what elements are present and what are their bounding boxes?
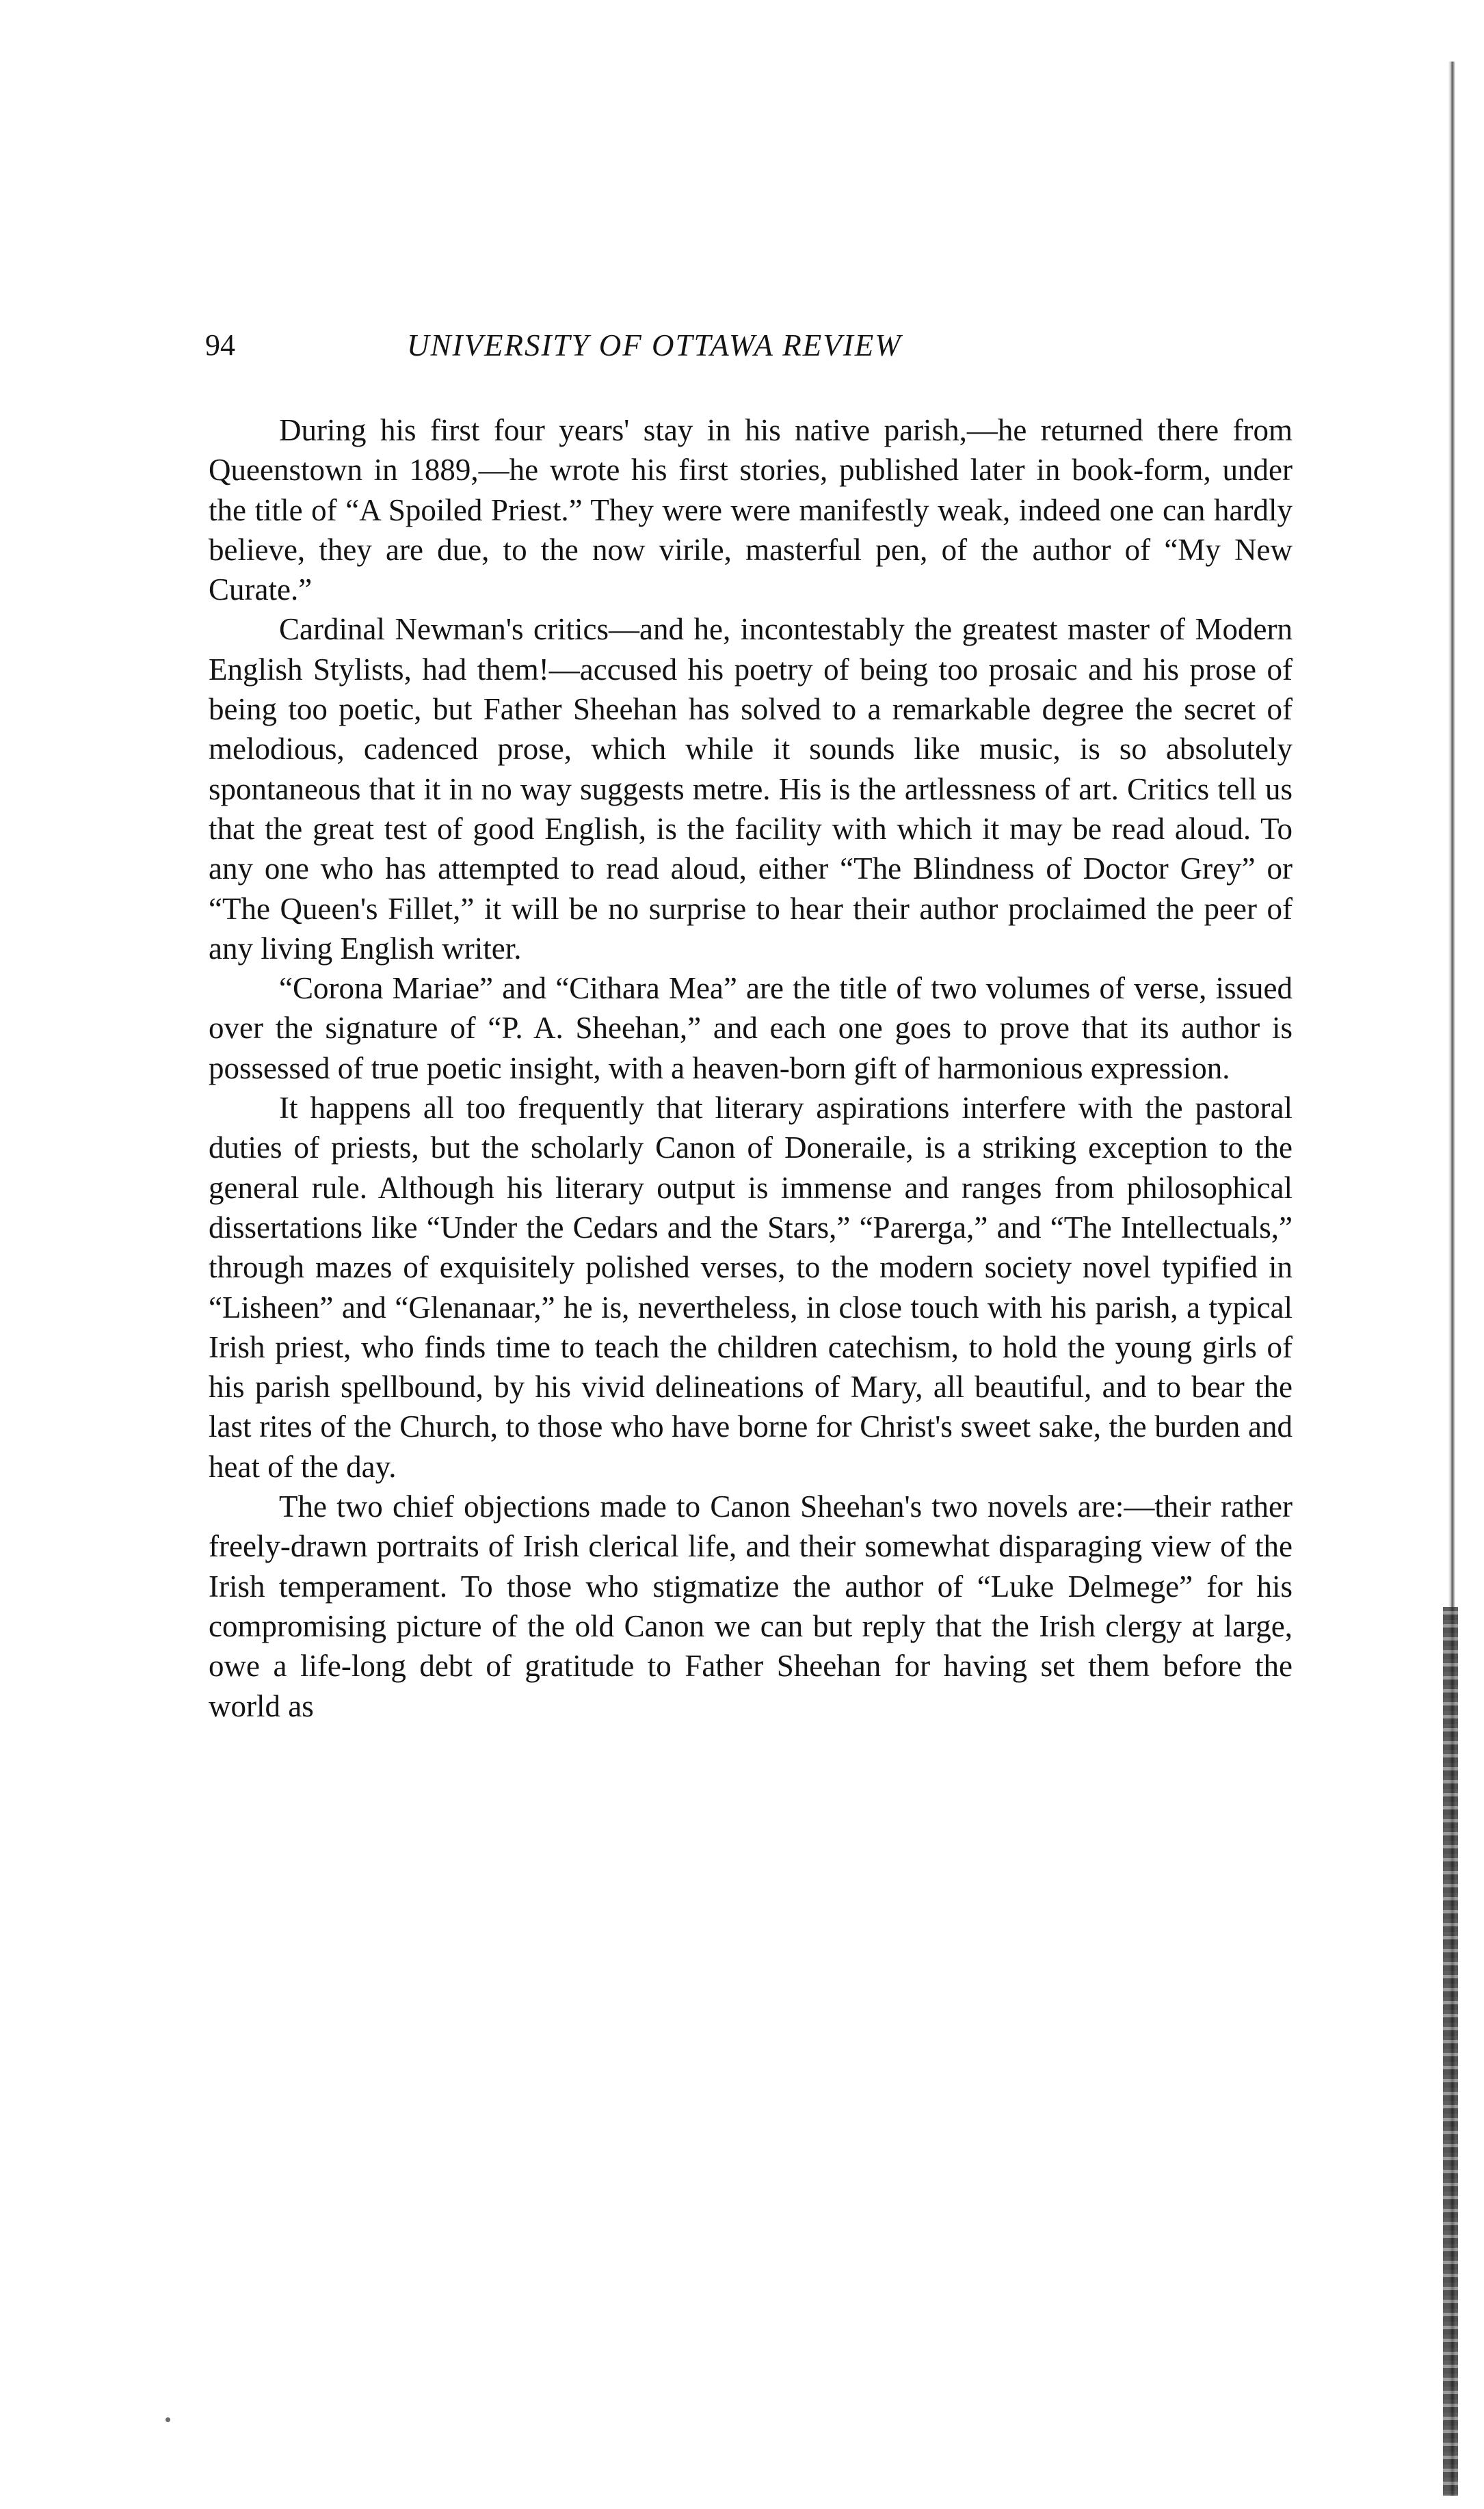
page-header <box>205 321 1293 369</box>
paragraph: “Corona Mariae” and “Cithara Mea” are the title of two volumes of verse, issued over the signature of “P. A. Sheehan,” and each one goes to prove that its author is possessed of true poetic insight, with a heaven-born gift of harmonious expression. <box>209 971 1293 1085</box>
running-title: UNIVERSITY OF OTTAWA REVIEW <box>407 328 902 362</box>
scan-binding-shadow <box>1443 1607 1458 2496</box>
paragraph: Cardinal Newman's critics—and he, incontestably the greatest master of Modern English Stylists, had them!—accused his poetry of being too prosaic and his prose of being too poetic, but Father Sheehan has solved to a remarkable degree the secret of melodious, cadenced prose, which while it sounds like music, is so absolutely spontaneous that it in no way suggests metre. His is the artlessness of art. Critics tell us that the great test of good English, is the facility with which it may be read aloud. To any one who has attempted to read aloud, either “The Blindness of Doctor Grey” or “The Queen's Fillet,” it will be no surprise to hear their author proclaimed the peer of any living English writer. <box>209 612 1293 966</box>
paragraph: The two chief objections made to Canon Sheehan's two novels are:—their rather freely-drawn portraits of Irish clerical life, and their somewhat disparaging view of the Irish temperament. To those who stigmatize the author of “Luke Delmege” for his compromising picture of the old Canon we can but reply that the Irish clergy at large, owe a life-long debt of gratitude to Father Sheehan for having set them before the world as <box>209 1489 1293 1723</box>
scan-speck <box>165 2417 170 2422</box>
body-text <box>209 410 1293 1726</box>
page-number: 94 <box>205 328 235 362</box>
paragraph: It happens all too frequently that literary aspirations interfere with the pastoral duties of priests, but the scholarly Canon of Doneraile, is a striking exception to the general rule. Although his literary output is immense and ranges from philosophical dissertations like “Under the Cedars and the Stars,” “Parerga,” and “The Intellectuals,” through mazes of exquisitely polished verses, to the modern society novel typified in “Lisheen” and “Glenanaar,” he is, nevertheless, in close touch with his parish, a typical Irish priest, who finds time to teach the children catechism, to hold the young girls of his parish spellbound, by his vivid delineations of Mary, all beautiful, and to bear the last rites of the Church, to those who have borne for Christ's sweet sake, the burden and heat of the day. <box>209 1091 1293 1484</box>
paragraph: During his first four years' stay in his native parish,—he returned there from Queenstown in 1889,—he wrote his first stories, published later in book-form, under the title of “A Spoiled Priest.” They were were manifestly weak, indeed one can hardly believe, they are due, to the now virile, masterful pen, of the author of “My New Curate.” <box>209 413 1293 607</box>
